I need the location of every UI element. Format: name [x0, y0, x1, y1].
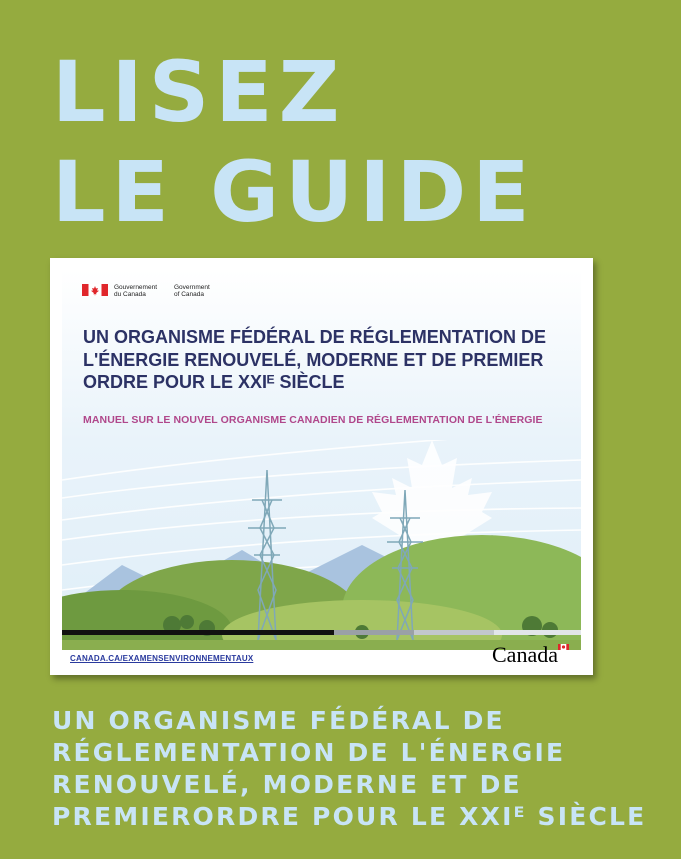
colour-bar [62, 630, 581, 635]
gov-name-fr: Gouvernement du Canada [114, 284, 157, 299]
government-signature [82, 284, 228, 299]
headline-line-1: LISEZ [52, 43, 346, 141]
guide-cover[interactable] [50, 258, 593, 675]
wordmark-flag-icon [558, 644, 569, 650]
cover-subtitle: MANUEL SUR LE NOUVEL ORGANISME CANADIEN DE RÉGLEMENTATION DE L'ÉNERGIE [83, 414, 543, 426]
canada-wordmark: Canada [492, 642, 558, 667]
gov-name-en: Government of Canada [174, 284, 210, 299]
canada-flag-icon [82, 284, 108, 296]
headline-line-2: LE GUIDE [52, 143, 536, 241]
landscape-illustration [62, 440, 581, 650]
cover-title: UN ORGANISME FÉDÉRAL DE RÉGLEMENTATION DE L'ÉNERGIE RENOUVELÉ, MODERNE ET DE PREMIER ORDRE POUR LE XXIᴱ SIÈCLE [83, 327, 547, 392]
cover-inner [62, 270, 581, 650]
guide-url-link[interactable]: CANADA.CA/EXAMENSENVIRONNEMENTAUX [70, 654, 254, 663]
bottom-caption: UN ORGANISME FÉDÉRAL DE RÉGLEMENTATION DE L'ÉNERGIE RENOUVELÉ, MODERNE ET DE PREMIERORDRE POUR LE XXIᴱ SIÈCLE [52, 706, 647, 831]
